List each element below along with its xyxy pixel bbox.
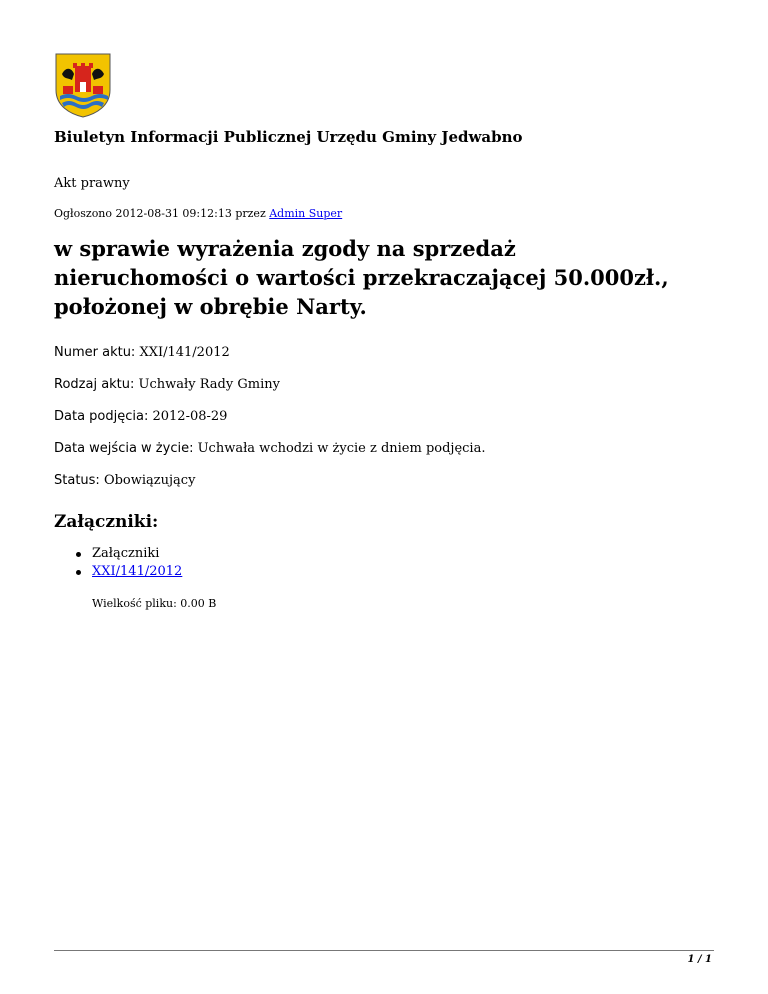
- document-category: Akt prawny: [54, 176, 130, 191]
- field-act-type: [54, 377, 280, 392]
- field-effective-date: [54, 441, 485, 456]
- coat-of-arms-icon: [54, 52, 112, 118]
- list-item: [74, 563, 182, 581]
- field-value: Uchwała wchodzi w życie z dniem podjęcia.: [193, 441, 486, 456]
- field-status: [54, 473, 195, 488]
- page-indicator: 1 / 1: [687, 954, 712, 965]
- attachment-group-label: Załączniki: [92, 546, 160, 561]
- field-label: Data podjęcia:: [54, 409, 149, 424]
- field-label: Status:: [54, 473, 100, 488]
- field-label: Data wejścia w życie:: [54, 441, 194, 456]
- field-value: Uchwały Rady Gminy: [134, 377, 280, 392]
- list-item: [74, 545, 182, 563]
- footer-divider: [54, 950, 714, 951]
- author-link[interactable]: Admin Super: [269, 207, 343, 220]
- field-value: Obowiązujący: [99, 473, 196, 488]
- field-adoption-date: [54, 409, 227, 424]
- site-title: Biuletyn Informacji Publicznej Urzędu Gminy Jedwabno: [54, 128, 523, 146]
- attachments-heading: Załączniki:: [54, 512, 159, 532]
- field-value: XXI/141/2012: [135, 345, 230, 360]
- publication-meta-text: Ogłoszono 2012-08-31 09:12:13 przez: [54, 207, 270, 220]
- document-title: w sprawie wyrażenia zgody na sprzedaż nieruchomości o wartości przekraczającej 50.000zł., położonej w obrębie Narty.: [54, 236, 669, 319]
- attachments-list: [74, 545, 182, 581]
- file-size: Wielkość pliku: 0.00 B: [92, 597, 217, 610]
- field-label: Rodzaj aktu:: [54, 377, 135, 392]
- attachment-link[interactable]: XXI/141/2012: [92, 564, 183, 579]
- publication-meta: [54, 207, 342, 220]
- field-value: 2012-08-29: [148, 409, 228, 424]
- field-label: Numer aktu:: [54, 345, 136, 360]
- field-act-number: [54, 345, 230, 360]
